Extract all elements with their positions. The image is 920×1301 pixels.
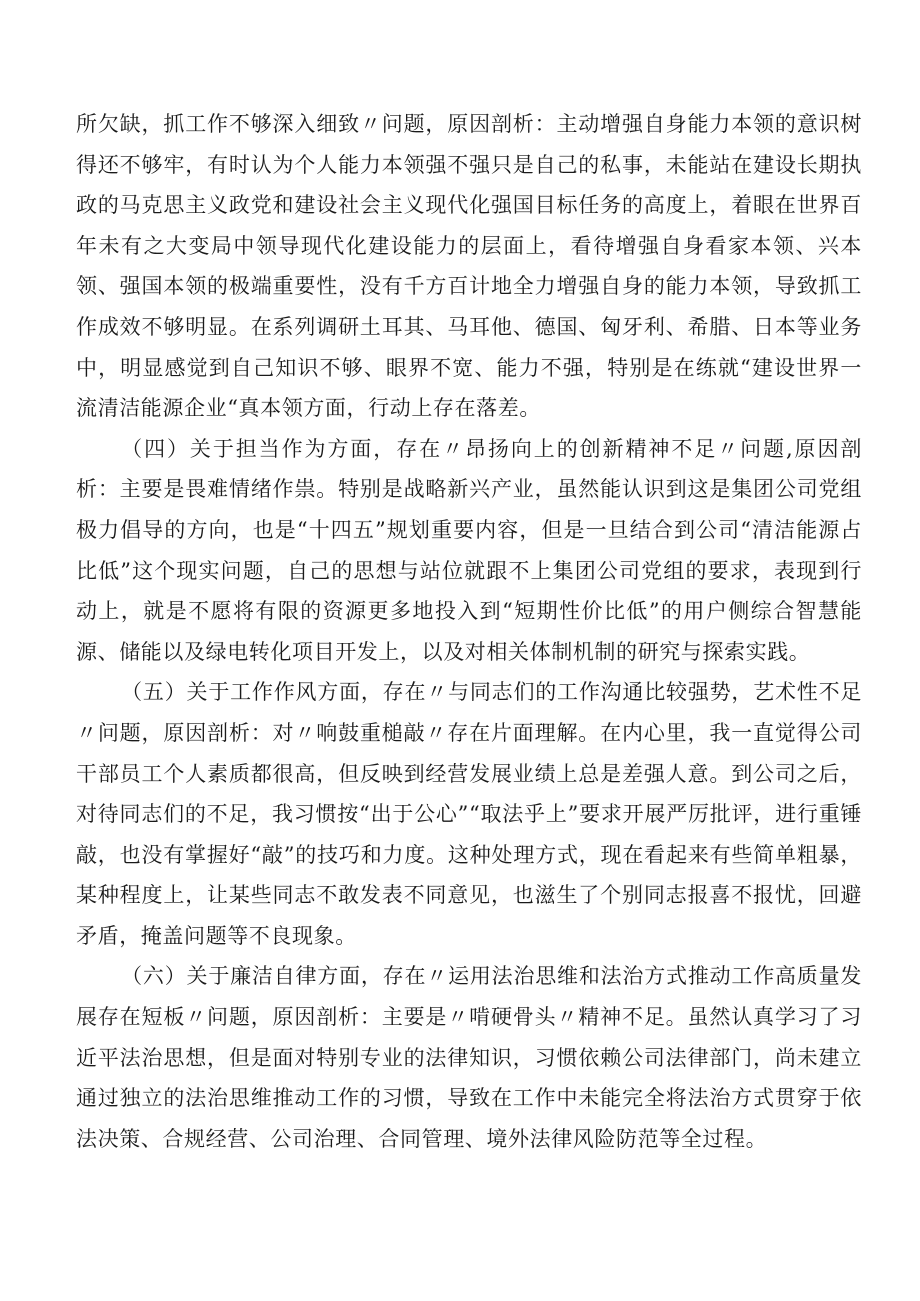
document-body <box>76 104 862 1159</box>
paragraph-section-four: （四）关于担当作为方面，存在〃昂扬向上的创新精神不足〃问题,原因剖析：主要是畏难情绪作祟。特别是战略新兴产业，虽然能认识到这是集团公司党组极力倡导的方向，也是“十四五”规划重要内容，但是一旦结合到公司“清洁能源占比低”这个现实问题，自己的思想与站位就跟不上集团公司党组的要求，表现到行动上，就是不愿将有限的资源更多地投入到“短期性价比低”的用户侧综合智慧能源、储能以及绿电转化项目开发上，以及对相关体制机制的研究与探索实践。 <box>76 436 862 664</box>
paragraph-continuation: 所欠缺，抓工作不够深入细致〃问题，原因剖析：主动增强自身能力本领的意识树得还不够牢，有时认为个人能力本领强不强只是自己的私事，未能站在建设长期执政的马克思主义政党和建设社会主义现代化强国目标任务的高度上，着眼在世界百年未有之大变局中领导现代化建设能力的层面上，看待增强自身看家本领、兴本领、强国本领的极端重要性，没有千方百计地全力增强自身的能力本领，导致抓工作成效不够明显。在系列调研土耳其、马耳他、德国、匈牙利、希腊、日本等业务中，明显感觉到自己知识不够、眼界不宽、能力不强，特别是在练就“建设世界一流清洁能源企业“真本领方面，行动上存在落差。 <box>76 112 862 421</box>
paragraph-section-six: （六）关于廉洁自律方面，存在〃运用法治思维和法治方式推动工作高质量发展存在短板〃问题，原因剖析：主要是〃啃硬骨头〃精神不足。虽然认真学习了习近平法治思想，但是面对特别专业的法律知识，习惯依赖公司法律部门，尚未建立通过独立的法治思维推动工作的习惯，导致在工作中未能完全将法治方式贯穿于依法决策、合规经营、公司治理、合同管理、境外法律风险防范等全过程。 <box>76 964 862 1151</box>
paragraph-section-five: （五）关于工作作风方面，存在〃与同志们的工作沟通比较强势，艺术性不足〃问题，原因剖析：对〃响鼓重槌敲〃存在片面理解。在内心里，我一直觉得公司干部员工个人素质都很高，但反映到经营发展业绩上总是差强人意。到公司之后，对待同志们的不足，我习惯按“出于公心”“取法乎上”要求开展严厉批评，进行重锤敲，也没有掌握好“敲”的技巧和力度。这种处理方式，现在看起来有些简单粗暴，某种程度上，让某些同志不敢发表不同意见，也滋生了个别同志报喜不报忧，回避矛盾，掩盖问题等不良现象。 <box>76 680 862 948</box>
